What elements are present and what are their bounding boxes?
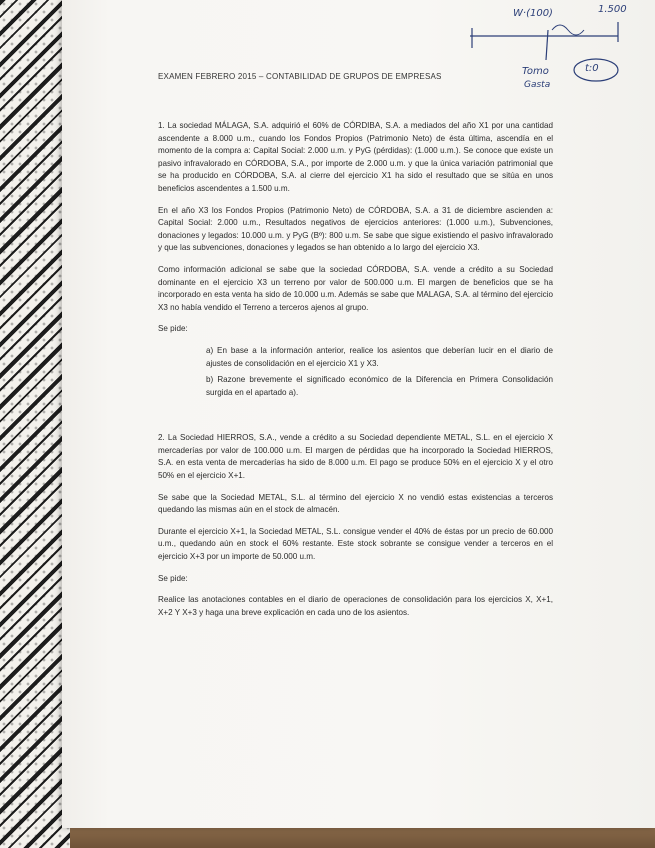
exam-content bbox=[158, 120, 553, 628]
q1-task-a: a) En base a la información anterior, realice los asientos que deberían lucir en el diario de ajustes de consolidación en el ejercicio X1 y X3. bbox=[206, 345, 553, 368]
exam-title: EXAMEN FEBRERO 2015 – CONTABILIDAD DE GRUPOS DE EMPRESAS bbox=[158, 72, 442, 81]
q1-paragraph-1: 1. La sociedad MÁLAGA, S.A. adquirió el 60% de CÓRDIBA, S.A. a mediados del año X1 por una cantidad ascendente a 8.000 u.m., cuando los Fondos Propios (Patrimonio Neto) de ésta última, ascendía en el momento de la compra a: Capital Social: 2.000 u.m. y PyG (pérdidas): (1.000 u.m.). Se conoce que existe un pasivo infravalorado en CÓRDOBA, S.A., por importe de 2.000 u.m. y que la única variación patrimonial que se ha producido en CÓRDOBA, S.A. al cierre del ejercicio X1 ha sido el resultado que se sitúa en unos beneficios ascendentes a 1.500 u.m. bbox=[158, 121, 553, 193]
handnote-circle: t:0 bbox=[585, 63, 599, 74]
q2-paragraph-1: 2. La Sociedad HIERROS, S.A., vende a crédito a su Sociedad dependiente METAL, S.L. en el ejercicio X mercaderías por valor de 100.000 u.m. El margen de pérdidas que ha incorporado la Sociedad HIERROS, S.A. en esta venta de mercaderías ha sido de 8.000 u.m. El pago se produce 50% en el ejercicio X y el otro 50% en el ejercicio X+1. bbox=[158, 433, 553, 481]
q1-se-pide: Se pide: bbox=[158, 324, 188, 334]
q1-task-b: b) Razone brevemente el significado económico de la Diferencia en Primera Consolidación surgida en el apartado a). bbox=[206, 375, 553, 397]
patterned-cloth-background bbox=[0, 0, 70, 848]
wooden-floor-edge bbox=[70, 826, 655, 848]
q1-tasks bbox=[158, 345, 553, 399]
handnote-mid2: Gasta bbox=[524, 80, 551, 90]
q1-paragraph-3: Como información adicional se sabe que la sociedad CÓRDOBA, S.A. vende a crédito a su Sociedad dominante en el ejercicio X3 un terreno por valor de 500.000 u.m. El margen de beneficios que se ha incorporado en esta venta ha sido de 10.000 u.m. Además se sabe que MALAGA, S.A. al término del ejercicio X3 no había vendido el Terreno a terceros ajenos al grupo. bbox=[158, 264, 553, 312]
q2-paragraph-2: Se sabe que la Sociedad METAL, S.L. al término del ejercicio X no vendió estas existencias a terceros quedando las mismas aún en el stock de almacén. bbox=[158, 492, 553, 515]
handnote-mid: Tomo bbox=[522, 66, 549, 77]
q1-paragraph-2: En el año X3 los Fondos Propios (Patrimonio Neto) de CÓRDOBA, S.A. a 31 de diciembre ascienden a: Capital Social: 2.000 u.m., Resultados negativos de ejercicios anteriores: (1.000 u.m.), Subvenciones, donaciones y legados: 10.000 u.m. y PyG (Bº): 800 u.m. Se sabe que sigue existiendo el pasivo infravalorado y que las subvenciones, donaciones y legados se han obtenido a lo largo del ejercicio X3. bbox=[158, 205, 553, 253]
handnote-top-left: W·(100) bbox=[513, 8, 553, 19]
handnote-top-right: 1.500 bbox=[598, 4, 627, 15]
q2-paragraph-3: Durante el ejercicio X+1, la Sociedad METAL, S.L. consigue vender el 40% de éstas por un precio de 60.000 u.m., quedando aún en stock el 60% restante. Este stock sobrante se consigue vender a terceros en el ejercicio X+3 por un importe de 50.000 u.m. bbox=[158, 526, 553, 562]
q2-se-pide: Se pide: bbox=[158, 573, 188, 583]
q2-paragraph-4: Realice las anotaciones contables en el diario de operaciones de consolidación para los ejercicios X, X+1, X+2 Y X+3 y haga una breve explicación en cada uno de los asientos. bbox=[158, 595, 553, 617]
